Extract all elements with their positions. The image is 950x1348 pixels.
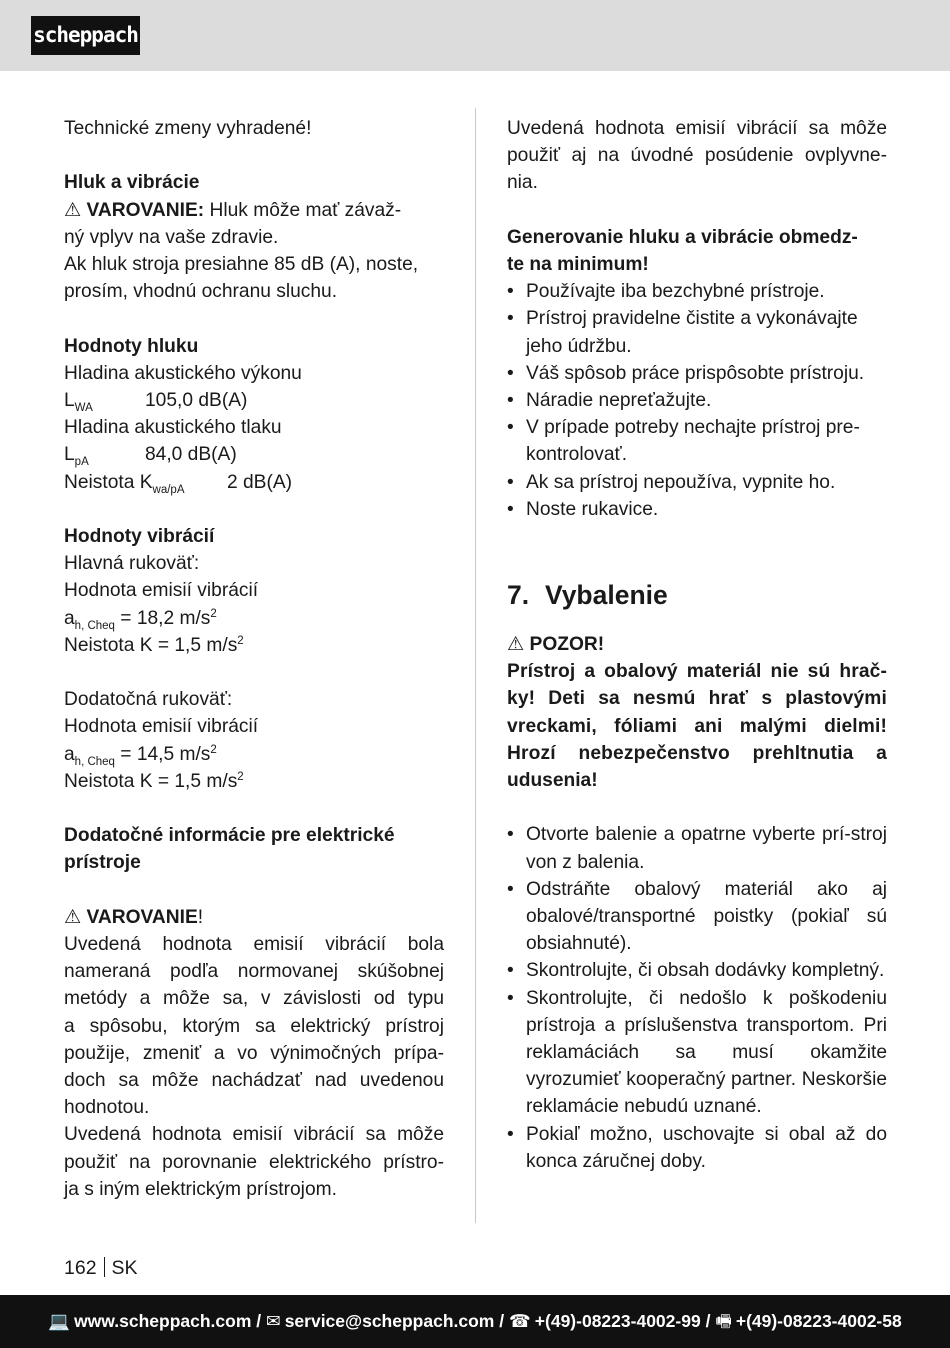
list-item: • Odstráňte obalový materiál ako aj obalové/transportné poistky (pokiaľ sú obsiahnuté). (507, 876, 887, 958)
lwa-label: $L_{WA}$ (64, 390, 93, 414)
left-column (64, 115, 444, 1203)
list-item: • Prístroj pravidelne čistite a vykonávajte jeho údržbu. (507, 305, 887, 359)
unpacking-list (507, 821, 887, 1175)
intro-paragraph: Uvedená hodnota emisií vibrácií sa môže použiť aj na úvodné posúdenie ovplyvne- nia. (507, 118, 887, 194)
language-code: SK (111, 1257, 138, 1279)
brand-logo: scheppach (31, 16, 140, 55)
vibration-values-heading: Hodnoty vibrácií (64, 525, 215, 547)
list-item: • Ak sa prístroj nepoužíva, vypnite ho. (507, 469, 887, 496)
sound-pressure-label: Hladina akustického tlaku (64, 417, 282, 439)
list-item: • Pokiaľ možno, uschovajte si obal až do konca záručnej doby. (507, 1121, 887, 1175)
ah-main-value: $a_{h, Cheq} = 18,2$ $m/s^2$ (64, 607, 217, 632)
right-column (507, 115, 887, 1175)
mail-icon: ✉ (266, 1311, 281, 1331)
lpa-label: $L_{pA}$ (64, 444, 89, 469)
warning-text: Hluk môže mať závaž- (204, 199, 402, 221)
noise-values-heading: Hodnoty hluku (64, 335, 199, 357)
footer-separator (104, 1257, 105, 1277)
k-main-value: Neistota K = 1,5 $m/s^2$ (64, 634, 244, 656)
emission-label: Hodnota emisií vibrácií (64, 580, 259, 602)
main-handle-label: Hlavná rukoväť: (64, 553, 200, 575)
page-number: 162 (64, 1257, 97, 1279)
phone-number[interactable]: +(49)-08223-4002-99 (534, 1311, 701, 1331)
noise-vibration-heading: Hluk a vibrácie (64, 172, 200, 194)
list-item: • Skontrolujte, či obsah dodávky kompletný. (507, 957, 887, 984)
list-item: • Otvorte balenie a opatrne vyberte prí-stroj von z balenia. (507, 821, 887, 875)
warning-icon: ⚠ (64, 199, 82, 221)
warning-icon: ⚠ (64, 906, 82, 928)
aux-handle-label: Dodatočná rukoväť: (64, 689, 233, 711)
ah-aux-value: $a_{h, Cheq} = 14,5$ $m/s^2$ (64, 743, 217, 768)
vibration-paragraph-1: Uvedená hodnota emisií vibrácií bola nameraná podľa normovanej skúšobnej metódy a môže sa, v závislosti od typu a spôsobu, ktorým sa elektrický prístroj použije, zmeniť a vo výnimočných prípa- doch sa môže nachádzať nad uvedenou hodnotou. (64, 933, 444, 1119)
computer-icon: 💻 (48, 1311, 71, 1331)
warning-line: ný vplyv na vaše zdravie. (64, 226, 279, 248)
section-title: 7. Vybalenie (507, 580, 668, 611)
list-item: • Skontrolujte, či nedošlo k poškodeniu prístroja a príslušenstva transportom. Pri reklamáciách sa musí okamžite vyrozumieť kooperačný partner. Neskoršie reklamácie nebudú uznané. (507, 985, 887, 1121)
uncertainty-value: 2 dB(A) (227, 471, 293, 493)
list-item: • Používajte iba bezchybné prístroje. (507, 278, 887, 305)
sound-power-label: Hladina akustického výkonu (64, 362, 302, 384)
additional-info-heading: Dodatočné informácie pre elektrické prístroje (64, 825, 395, 874)
fax-number: +(49)-08223-4002-58 (735, 1311, 902, 1331)
lwa-row (64, 387, 444, 414)
header-band (0, 0, 950, 71)
uncertainty-row (64, 469, 444, 496)
email-link[interactable]: service@scheppach.com (284, 1311, 495, 1331)
warning-line: Ak hluk stroja presiahne 85 dB (A), noste, (64, 254, 419, 275)
technical-changes-notice: Technické zmeny vyhradené! (64, 118, 312, 139)
lpa-value: 84,0 dB(A) (145, 444, 237, 466)
caution-text: Prístroj a obalový materiál nie sú hrač- ky! Deti sa nesmú hrať s plastovými vreckami, fóliami ani malými dielmi! Hrozí nebezpečenstvo prehltnutia a udusenia! (507, 661, 887, 792)
page-footer (64, 1255, 138, 1282)
emission-label: Hodnota emisií vibrácií (64, 716, 259, 738)
caution-label: POZOR! (529, 634, 605, 656)
list-item: • Náradie nepreťažujte. (507, 387, 887, 414)
warning-line: prosím, vhodnú ochranu sluchu. (64, 281, 338, 303)
website-link[interactable]: www.scheppach.com (74, 1311, 252, 1331)
list-item: • Noste rukavice. (507, 496, 887, 523)
vibration-warning: ⚠ VAROVANIE! (64, 904, 444, 931)
lwa-value: 105,0 dB(A) (145, 390, 248, 411)
lpa-row (64, 441, 444, 468)
uncertainty-label: Neistota $K_{wa/pA}$ (64, 471, 185, 496)
minimize-list (507, 278, 887, 523)
minimize-heading: Generovanie hluku a vibrácie obmedz- te na minimum! (507, 226, 858, 275)
fax-icon: 🖷 (715, 1311, 732, 1331)
contact-bar: 💻 www.scheppach.com / ✉ service@scheppach.com / ☎ +(49)-08223-4002-99 / 🖷 +(49)-08223-4002-58 (0, 1295, 950, 1348)
column-divider (475, 108, 476, 1223)
warning-label: VAROVANIE: (86, 199, 205, 221)
list-item: • Váš spôsob práce prispôsobte prístroju. (507, 360, 887, 387)
list-item: • V prípade potreby nechajte prístroj pre-kontrolovať. (507, 414, 887, 468)
warning-label: VAROVANIE (86, 906, 198, 928)
phone-icon: ☎ (508, 1311, 531, 1331)
noise-warning (64, 197, 444, 224)
caution-heading (507, 631, 887, 658)
vibration-paragraph-2: Uvedená hodnota emisií vibrácií sa môže použiť na porovnanie elektrického prístro- ja s iným elektrickým prístrojom. (64, 1124, 444, 1200)
k-aux-value: Neistota K = 1,5 $m/s^2$ (64, 770, 244, 792)
warning-icon: ⚠ (507, 634, 525, 656)
